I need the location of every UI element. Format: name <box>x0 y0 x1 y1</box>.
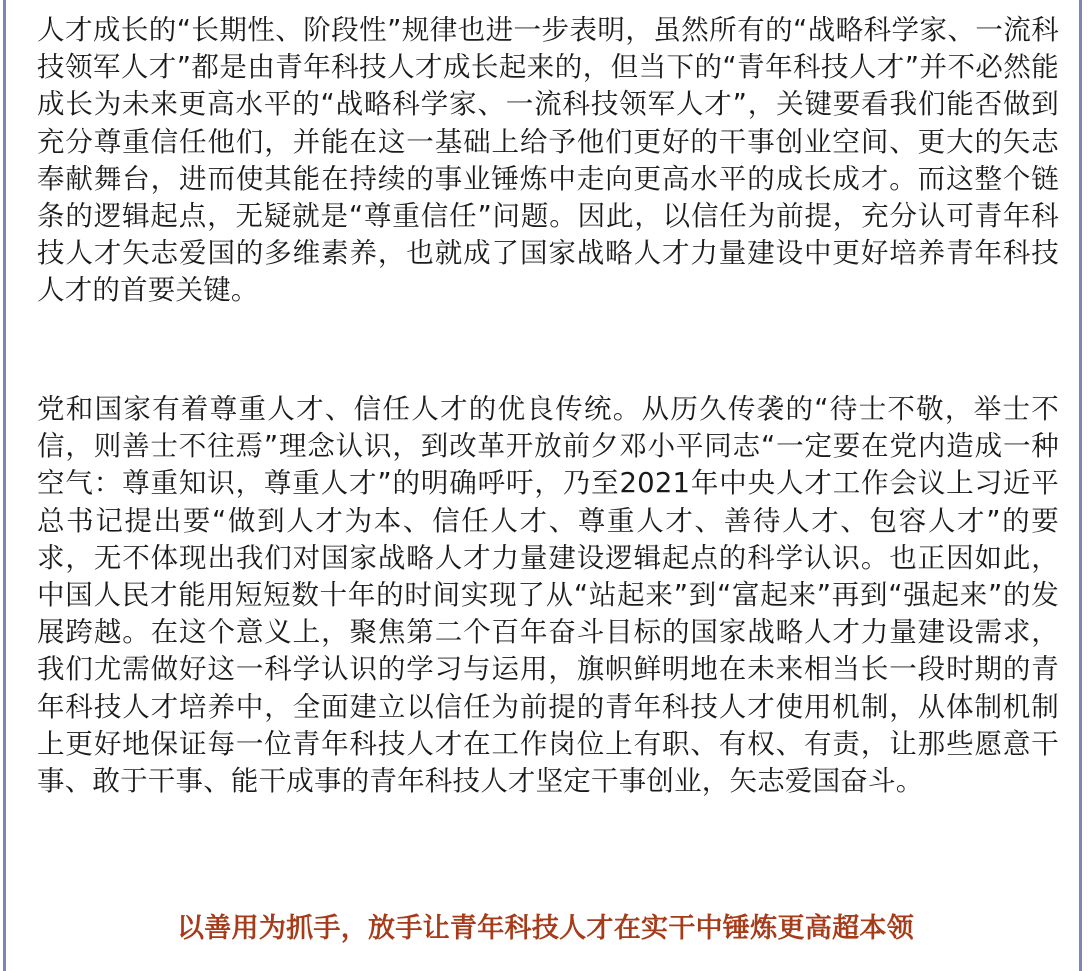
article-paragraph-1: 人才成长的“长期性、阶段性”规律也进一步表明，虽然所有的“战略科学家、一流科技领军人才”都是由青年科技人才成长起来的，但当下的“青年科技人才”并不必然能成长为未来更高水平的“战略科学家、一流科技领军人才”，关键要看我们能否做到充分尊重信任他们，并能在这一基础上给予他们更好的干事创业空间、更大的矢志奉献舞台，进而使其能在持续的事业锤炼中走向更高水平的成长成才。而这整个链条的逻辑起点，无疑就是“尊重信任”问题。因此，以信任为前提，充分认可青年科技人才矢志爱国的多维素养，也就成了国家战略人才力量建设中更好培养青年科技人才的首要关键。 <box>37 14 1059 307</box>
section-heading: 以善用为抓手，放手让青年科技人才在实干中锤炼更高超本领 <box>176 913 915 944</box>
article-paragraph-2: 党和国家有着尊重人才、信任人才的优良传统。从历久传袭的“待士不敬，举士不信，则善士不往焉”理念认识，到改革开放前夕邓小平同志“一定要在党内造成一种空气：尊重知识，尊重人才”的明确呼吁，乃至2021年中央人才工作会议上习近平总书记提出要“做到人才为本、信任人才、尊重人才、善待人才、包容人才”的要求，无不体现出我们对国家战略人才力量建设逻辑起点的科学认识。也正因如此，中国人民才能用短短数十年的时间实现了从“站起来”到“富起来”再到“强起来”的发展跨越。在这个意义上，聚焦第二个百年奋斗目标的国家战略人才力量建设需求，我们尤需做好这一科学认识的学习与运用，旗帜鲜明地在未来相当长一段时期的青年科技人才培养中，全面建立以信任为前提的青年科技人才使用机制，从体制机制上更好地保证每一位青年科技人才在工作岗位上有职、有权、有责，让那些愿意干事、敢于干事、能干成事的青年科技人才坚定干事创业，矢志爱国奋斗。 <box>37 393 1059 798</box>
article-frame <box>3 0 1082 971</box>
